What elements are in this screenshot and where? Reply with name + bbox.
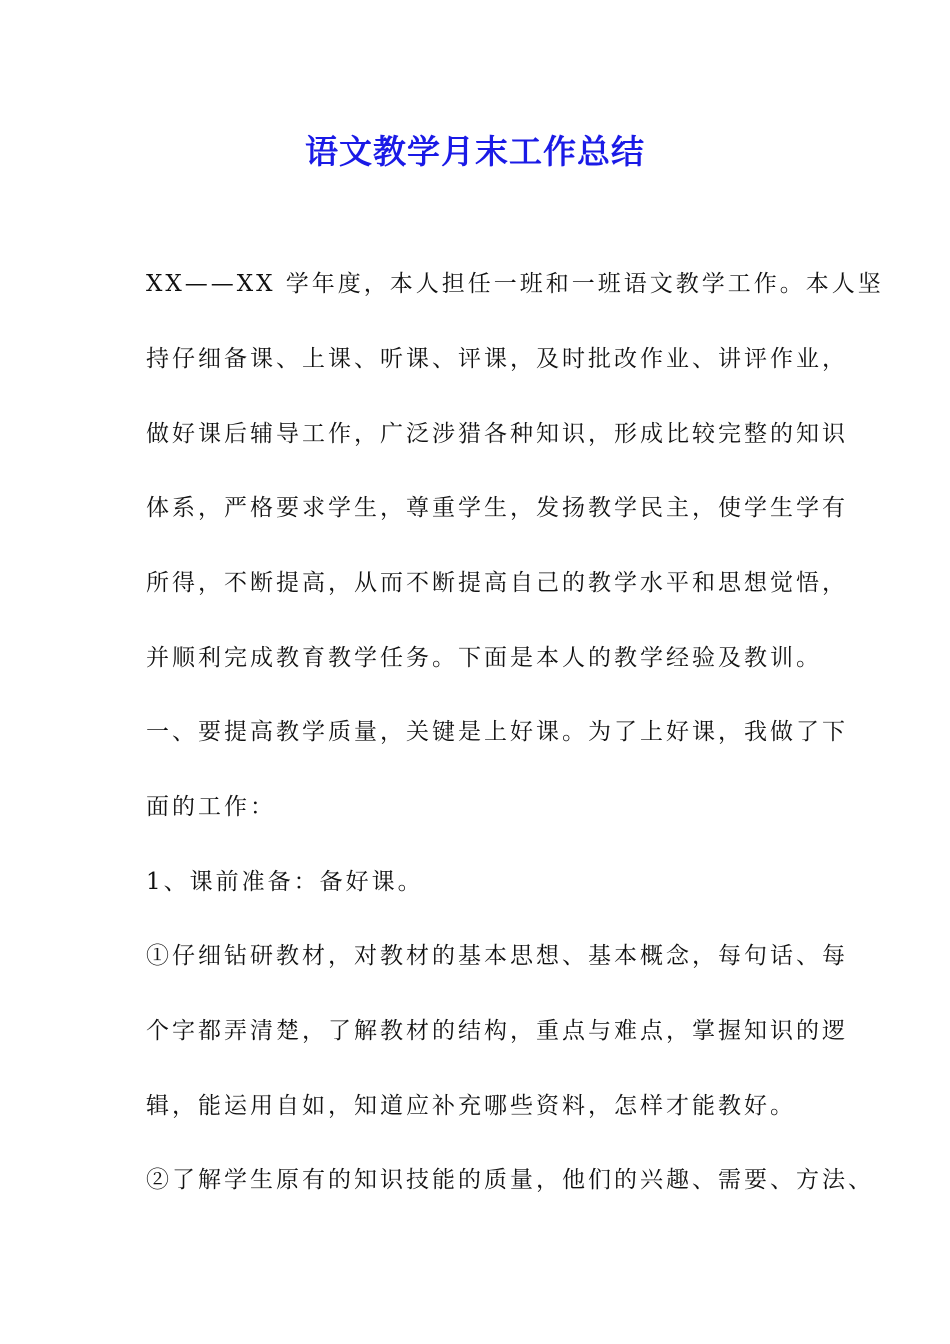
body-line: ②了解学生原有的知识技能的质量，他们的兴趣、需要、方法、 (146, 1167, 874, 1193)
subsection-heading: 1、课前准备：备好课。 (146, 869, 424, 895)
body-line: 辑，能运用自如，知道应补充哪些资料，怎样才能教好。 (146, 1093, 796, 1119)
section-heading: 一、要提高教学质量，关键是上好课。为了上好课，我做了下 (146, 719, 848, 745)
body-line: 并顺利完成教育教学任务。下面是本人的教学经验及教训。 (146, 645, 822, 671)
body-line: 面的工作： (146, 794, 276, 820)
body-line: 体系，严格要求学生，尊重学生，发扬教学民主，使学生学有 (146, 495, 848, 521)
body-line: XX——XX 学年度，本人担任一班和一班语文教学工作。本人坚 (146, 271, 884, 297)
body-line: ①仔细钻研教材，对教材的基本思想、基本概念，每句话、每 (146, 943, 848, 969)
body-line: 做好课后辅导工作，广泛涉猎各种知识，形成比较完整的知识 (146, 421, 848, 447)
document-title: 语文教学月末工作总结 (305, 132, 645, 171)
body-line: 个字都弄清楚，了解教材的结构，重点与难点，掌握知识的逻 (146, 1018, 848, 1044)
body-line: 所得，不断提高，从而不断提高自己的教学水平和思想觉悟， (146, 570, 848, 596)
body-line: 持仔细备课、上课、听课、评课，及时批改作业、讲评作业， (146, 346, 848, 372)
